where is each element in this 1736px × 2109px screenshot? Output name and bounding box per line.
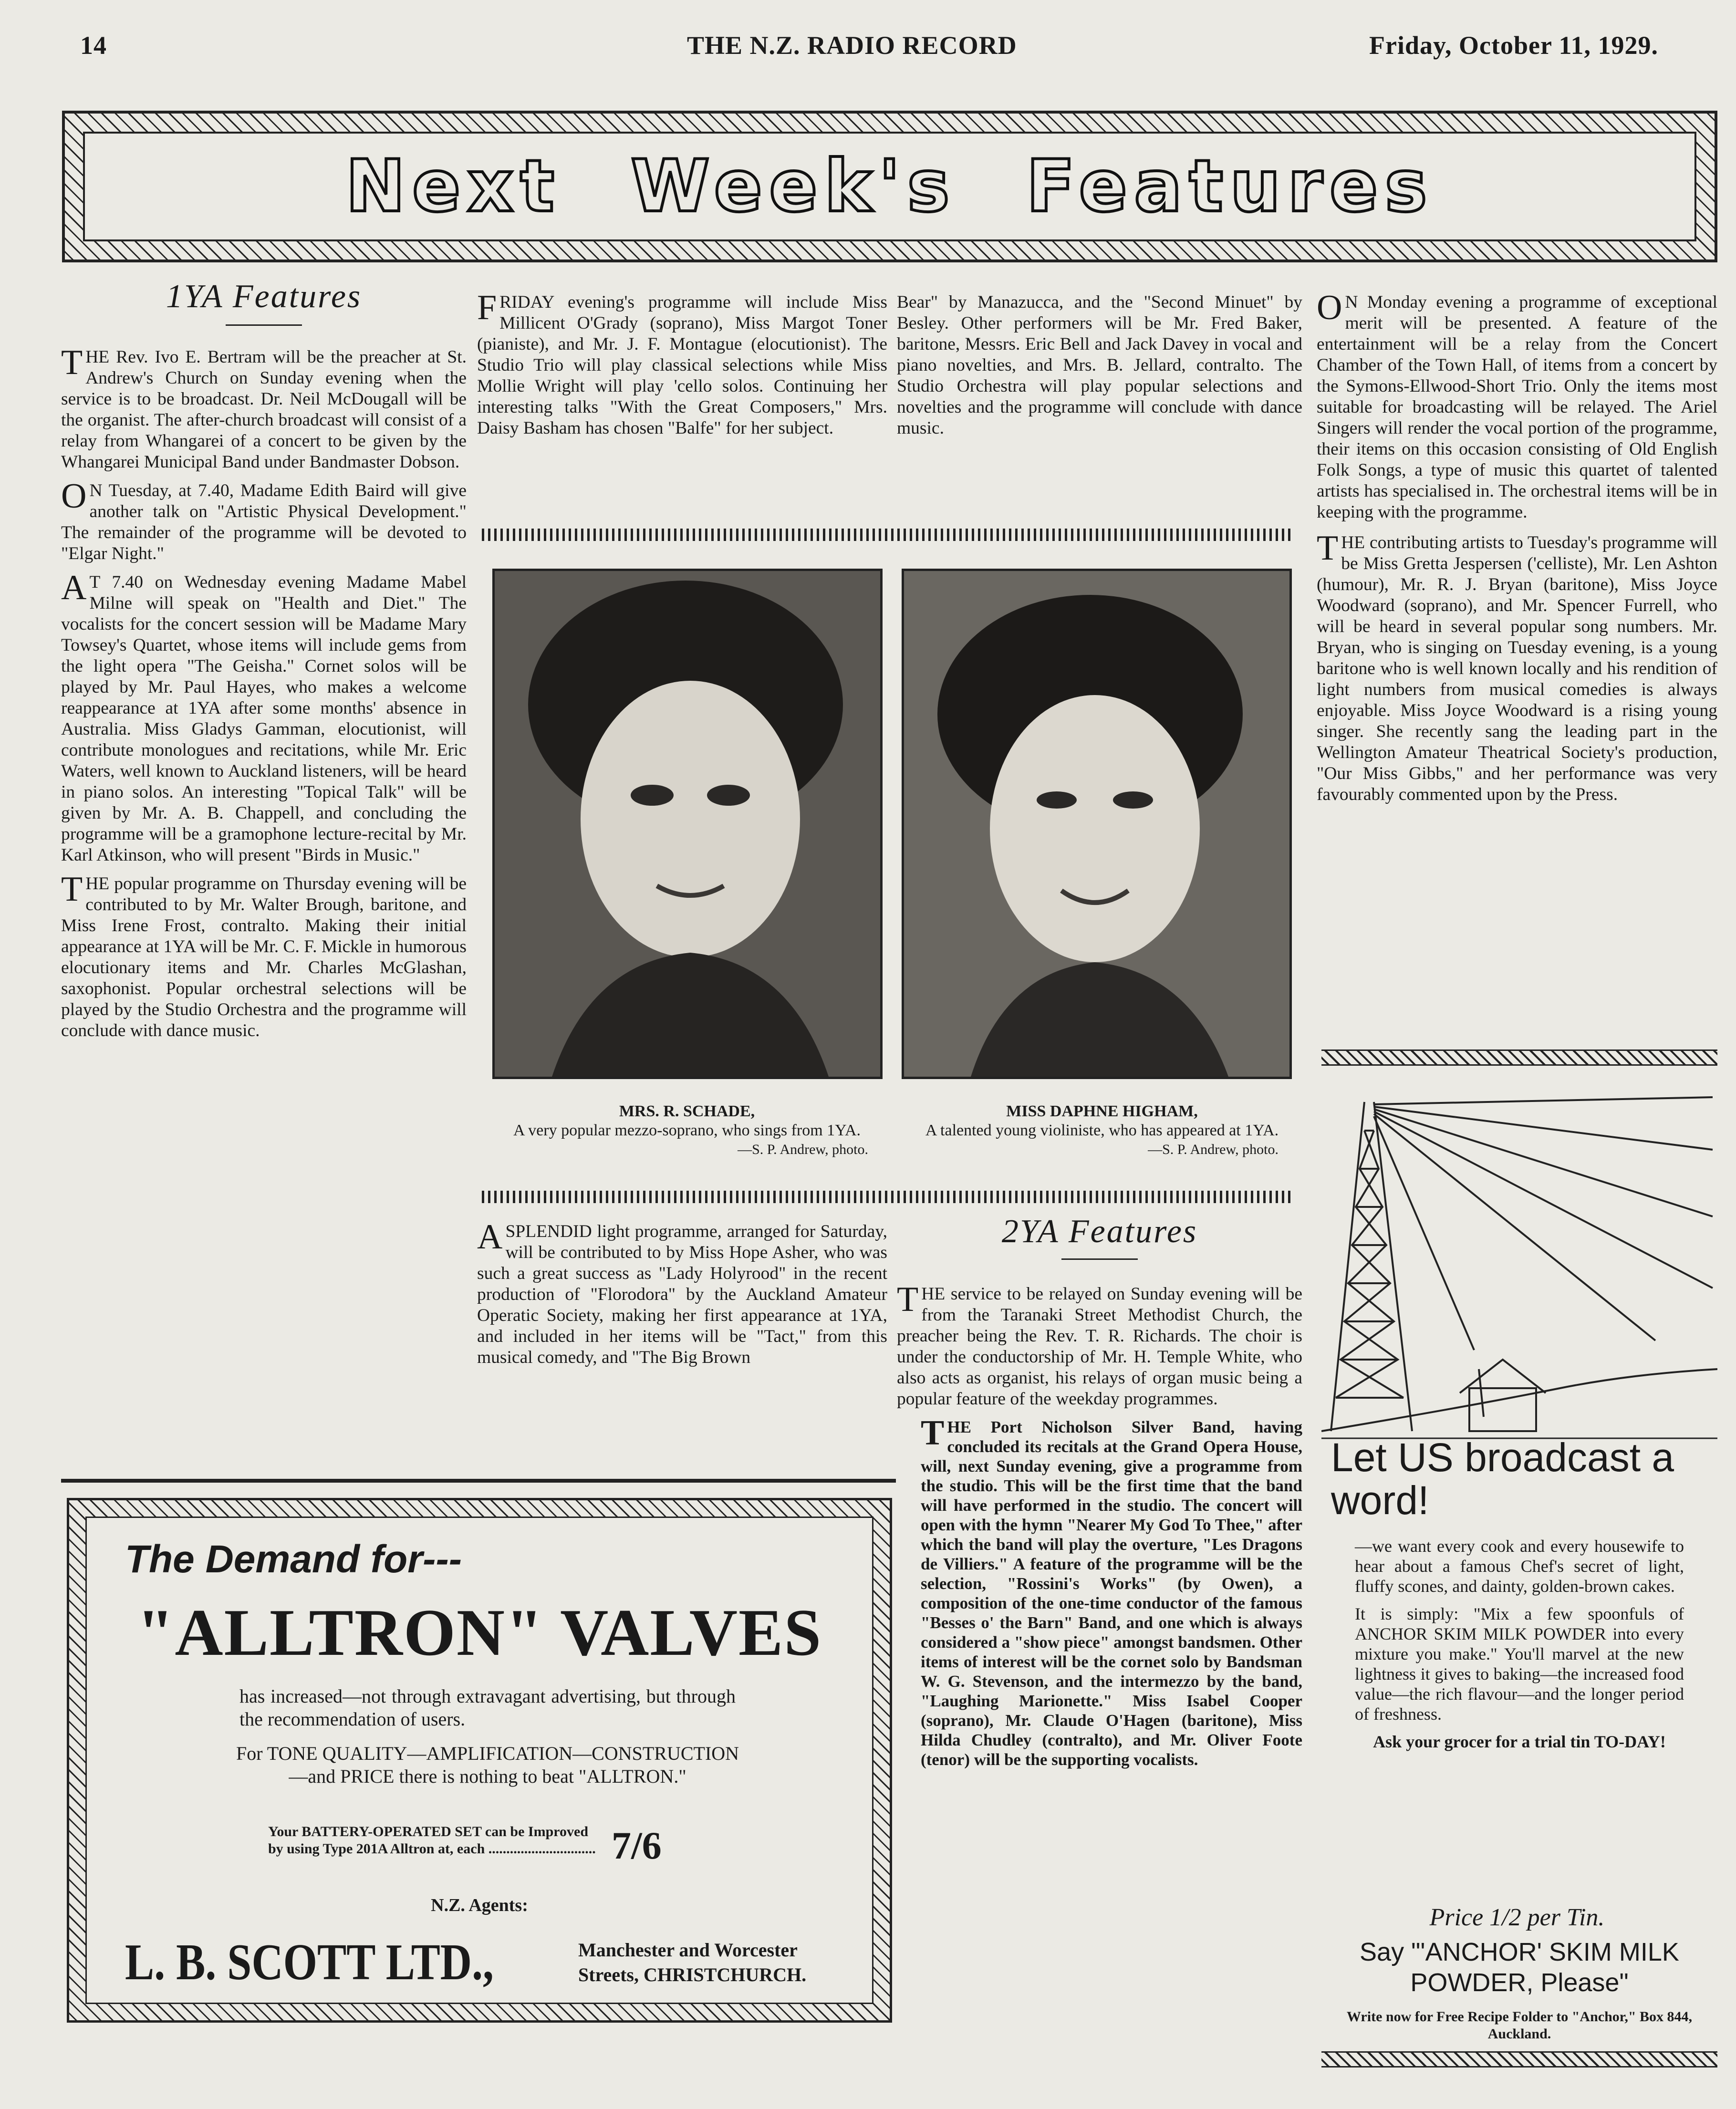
photo-miss-higham xyxy=(902,569,1292,1079)
anchor-slogan: Say "'ANCHOR' SKIM MILK POWDER, Please" xyxy=(1360,1938,1679,1997)
article-paragraph: AT 7.40 on Wednesday evening Madame Mabel Milne will speak on "Health and Diet." The vocalists for the concert session will be Madame Mary Towsey's Quartet, whose items will include gems from the light opera "The Geisha." Cornet solos will be played by Mr. Paul Hayes, who makes a welcome reappearance at 1YA after some months' absence in Australia. Miss Gladys Gamman, elocutionist, will contribute monologues and recitations, while Mr. Eric Waters, well known to Auckland listeners, will be heard in piano solos. An interesting "Topical Talk" will be given by Mr. A. B. Chappell, and concluding the programme will be a gramophone lecture-recital by Mr. Karl Atkinson, who will present "Birds in Music." xyxy=(61,568,467,865)
photo-credit: —S. P. Andrew, photo. xyxy=(1148,1142,1279,1157)
article-paragraph: ASPLENDID light programme, arranged for Saturday, will be contributed to by Miss Hope Asher, who was such a great success as "Lady Holyrood" in the recent production of "Florodora" by the Auckland Amateur Operatic Society, making her first appearance at 1YA, and included in her items will be "Tact," from this musical comedy, and "The Big Brown xyxy=(477,1217,887,1367)
publication-title: THE N.Z. RADIO RECORD xyxy=(687,31,1017,60)
heading-rule xyxy=(226,324,302,326)
article-paragraph: ON Tuesday, at 7.40, Madame Edith Baird will give another talk on "Artistic Physical Development." The remainder of the programme will be devoted to "Elgar Night." xyxy=(61,477,467,563)
alltron-agents-label: N.Z. Agents: xyxy=(431,1895,528,1915)
alltron-price: 7/6 xyxy=(612,1824,662,1867)
issue-date: Friday, October 11, 1929. xyxy=(1369,31,1658,60)
page-number: 14 xyxy=(80,31,107,60)
dotted-divider xyxy=(482,1191,1293,1203)
tower-icon xyxy=(1321,1083,1717,1445)
caption-name: MRS. R. SCHADE, xyxy=(619,1102,755,1120)
column-2yA xyxy=(897,1213,1302,1777)
alltron-text-1: has increased—not through extravagant advertising, but through the recommendation of users. xyxy=(239,1685,736,1730)
alltron-headline: "ALLTRON" VALVES xyxy=(136,1596,822,1670)
alltron-lead: The Demand for--- xyxy=(125,1538,462,1581)
article-paragraph: ON Monday evening a programme of exceptional merit will be presented. A feature of the entertainment will be a relay from the Concert Chamber of the Town Hall, of items from a concert by the Symons-Ellwood-Short Trio. Only the items most suitable for broadcasting will be relayed. The Ariel Singers will render the vocal portion of the programme, their items on this occasion consisting of Old English Folk Songs, a type of music this quartet of talented artists has specialised in. The orchestral items will be in keeping with the programme. xyxy=(1317,288,1717,522)
alltron-text-2: For TONE QUALITY—AMPLIFICATION—CONSTRUCTION—and PRICE there is nothing to beat "ALLTRON." xyxy=(236,1743,739,1787)
alltron-address: Manchester and Worcester Streets, CHRISTCHURCH. xyxy=(578,1939,807,1985)
alltron-company: L. B. SCOTT LTD., xyxy=(125,1934,494,1991)
ad-separator xyxy=(61,1479,896,1483)
column-2-bottom xyxy=(477,1217,887,1376)
ad-border-bottom xyxy=(1321,2051,1717,2067)
photo-credit: —S. P. Andrew, photo. xyxy=(738,1142,868,1157)
article-paragraph: THE Rev. Ivo E. Bertram will be the preacher at St. Andrew's Church on Sunday evening when the service is to be broadcast. Dr. Neil McDougall will be the organist. The after-church broadcast will consist of a relay from Whangarei of a concert to be given by the Whangarei Municipal Band under Bandmaster Dobson. xyxy=(61,343,467,472)
alltron-offer: Your BATTERY-OPERATED SET can be Improved by using Type 201A Alltron at, each .............................. xyxy=(268,1824,596,1857)
portrait-image xyxy=(495,571,880,1077)
heading-rule xyxy=(1061,1258,1138,1260)
article-paragraph: FRIDAY evening's programme will include Miss Millicent O'Grady (soprano), Miss Margot Toner (pianiste), and Mr. J. F. Montague (elocutionist). The Studio Trio will play classical selections while Miss Mollie Wright will play 'cello solos. Continuing her interesting talks "With the Great Composers," Mrs. Daisy Basham has chosen "Balfe" for her subject. xyxy=(477,288,887,438)
dotted-divider xyxy=(482,529,1293,541)
article-paragraph: THE Port Nicholson Silver Band, having concluded its recitals at the Grand Opera House, will, next Sunday evening, give a programme from the studio. This will be the first time that the band will have performed in the studio. The concert will open with the hymn "Nearer My God To Thee," after which the band will play the overture, "Les Dragons de Villiers." A feature of the programme will be the selection, "Rossini's Works" (by Owen), a composition of the one-time conductor of the famous "Besses o' the Barn" Band, and one which is always considered a "show piece" amongst bandsmen. Other items of interest will be the cornet solo by Bandsman W. G. Stevenson, and the intermezzo by the band, "Laughing Marionette." Miss Isabel Cooper (soprano), Mr. Claude O'Hagen (baritone), Miss Hilda Chudley (contralto), and Mr. Oliver Foote (tenor) will be the supporting vocalists. xyxy=(921,1413,1302,1769)
column-4 xyxy=(1317,288,1717,813)
portrait-image xyxy=(904,571,1289,1077)
anchor-ad-body xyxy=(1355,1536,1684,1759)
column-2-top xyxy=(477,288,887,447)
column-1yA xyxy=(61,278,467,1049)
section-heading-2ya: 2YA Features xyxy=(1001,1213,1198,1250)
anchor-price: Price 1/2 per Tin. xyxy=(1429,1904,1605,1931)
caption-left xyxy=(477,1102,897,1159)
ad-border-top xyxy=(1321,1049,1717,1066)
article-paragraph: THE contributing artists to Tuesday's programme will be Miss Gretta Jespersen ('celliste), Mr. Len Ashton (humour), Mr. R. J. Bryan (baritone), Miss Joyce Woodward (soprano), and Mr. Spencer Furrell, who will be heard in several popular song numbers. Mr. Bryan, who is singing on Tuesday evening, is a young baritone who is well known locally and his rendition of light numbers from musical comedies is always enjoyable. Miss Joyce Woodward is a rising young singer. She recently sang the leading part in the Wellington Amateur Theatrical Society's production, "Our Miss Gibbs," and her performance was very favourably commented upon by the Press. xyxy=(1317,529,1717,804)
photo-mrs-schade xyxy=(492,569,883,1079)
caption-description: A very popular mezzo-soprano, who sings from 1YA. xyxy=(513,1122,861,1139)
article-paragraph: THE popular programme on Thursday evening will be contributed to by Mr. Walter Brough, baritone, and Miss Irene Frost, contralto. Making their initial appearance at 1YA will be Mr. C. F. Mickle in humorous elocutionary items and Mr. Charles McGlashan, saxophonist. Popular orchestral selections will be played by the Studio Orchestra and the programme will conclude with dance music. xyxy=(61,870,467,1040)
ad-paragraph: Ask your grocer for a trial tin TO-DAY! xyxy=(1373,1732,1666,1751)
alltron-ad xyxy=(67,1498,892,2023)
caption-description: A talented young violiniste, who has appeared at 1YA. xyxy=(925,1122,1279,1139)
features-banner xyxy=(62,111,1717,262)
caption-name: MISS DAPHNE HIGHAM, xyxy=(1006,1102,1198,1120)
column-3-top xyxy=(897,292,1302,447)
banner-title: Next Week's Features xyxy=(345,145,1434,228)
ad-paragraph: It is simply: "Mix a few spoonfuls of ANCHOR SKIM MILK POWDER into every mixture you make." You'll marvel at the new lightness it gives to baking—the increased food value—the rich flavour—and the longer period of freshness. xyxy=(1355,1604,1684,1724)
article-paragraph: Bear" by Manazucca, and the "Second Minuet" by Besley. Other performers will be Mr. Fred Baker, baritone, Messrs. Eric Bell and Jack Davey in vocal and piano novelties, and Mrs. B. Jellard, contralto. The Studio Orchestra will play popular selections and novelties and the programme will conclude with dance music. xyxy=(897,292,1302,438)
section-heading-1ya: 1YA Features xyxy=(166,278,362,315)
anchor-headline: Let US broadcast a word! xyxy=(1331,1435,1674,1523)
anchor-footer: Write now for Free Recipe Folder to "Anchor," Box 844, Auckland. xyxy=(1346,2009,1693,2042)
radio-tower-illustration xyxy=(1321,1083,1717,1445)
ad-paragraph: —we want every cook and every housewife to hear about a famous Chef's secret of light, fluffy scones, and dainty, golden-brown cakes. xyxy=(1355,1537,1684,1596)
article-paragraph: THE service to be relayed on Sunday evening will be from the Taranaki Street Methodist Church, the preacher being the Rev. T. R. Richards. The choir is under the conductorship of Mr. H. Temple White, who also acts as organist, his relays of organ music being a popular feature of the weekday programmes. xyxy=(897,1280,1302,1409)
caption-right xyxy=(897,1102,1307,1159)
